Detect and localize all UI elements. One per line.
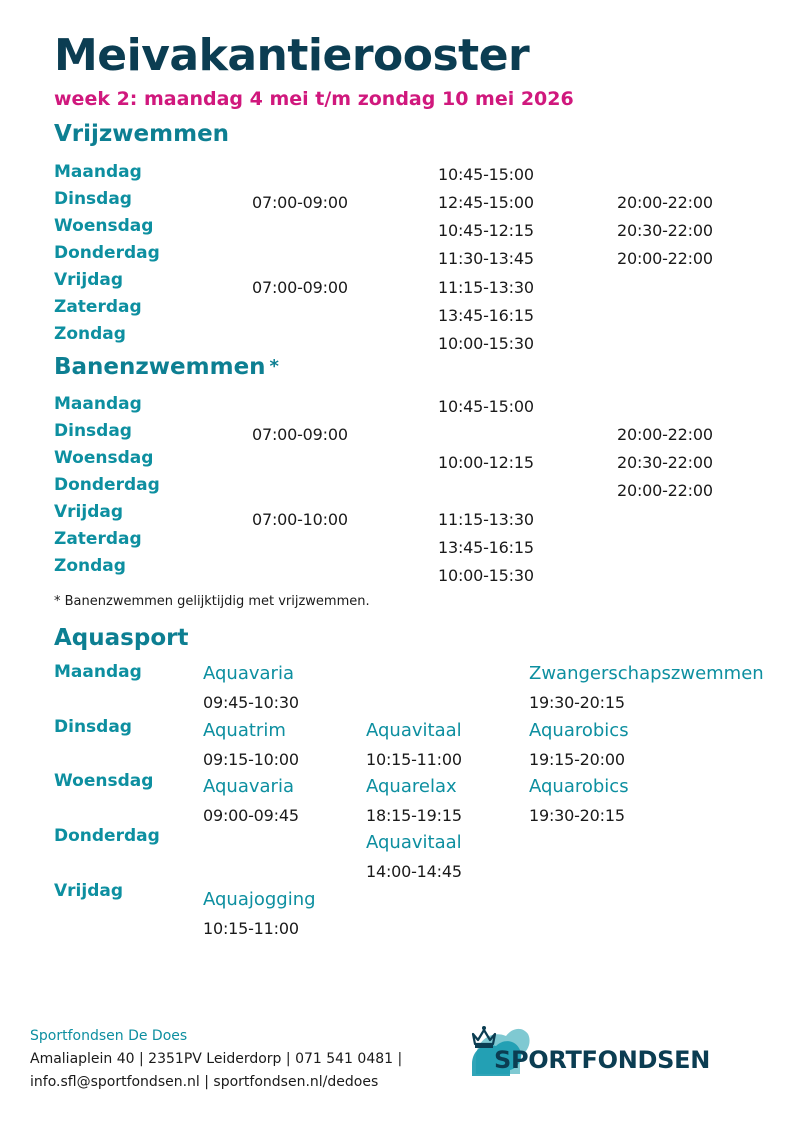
activity-time: 18:15-19:15	[366, 806, 462, 825]
day-label: Vrijdag	[54, 270, 124, 290]
activity-time: 09:45-10:30	[203, 693, 299, 712]
day-label: Dinsdag	[54, 421, 132, 441]
day-label: Dinsdag	[54, 189, 132, 209]
activity-time: 10:15-11:00	[203, 919, 299, 938]
activity-time: 19:30-20:15	[529, 693, 625, 712]
time-slot: 12:45-15:00	[438, 193, 534, 212]
day-label: Zaterdag	[54, 529, 142, 549]
time-slot: 11:15-13:30	[438, 510, 534, 529]
activity-name: Aquavitaal	[366, 720, 462, 741]
day-label: Dinsdag	[54, 717, 132, 737]
time-slot: 11:30-13:45	[438, 249, 534, 268]
time-slot: 07:00-09:00	[252, 425, 348, 444]
activity-time: 09:00-09:45	[203, 806, 299, 825]
time-slot: 20:00-22:00	[617, 249, 713, 268]
day-label: Donderdag	[54, 475, 160, 495]
time-slot: 10:45-15:00	[438, 165, 534, 184]
time-slot: 20:30-22:00	[617, 221, 713, 240]
day-label: Maandag	[54, 162, 142, 182]
activity-name: Aquavaria	[203, 663, 294, 684]
activity-time: 10:15-11:00	[366, 750, 462, 769]
time-slot: 10:00-12:15	[438, 453, 534, 472]
activity-name: Aquarobics	[529, 776, 629, 797]
time-slot: 20:00-22:00	[617, 425, 713, 444]
logo-text: SPORTFONDSEN	[494, 1046, 711, 1074]
time-slot: 13:45-16:15	[438, 306, 534, 325]
day-label: Donderdag	[54, 826, 160, 846]
page-title: Meivakantierooster	[54, 30, 530, 81]
activity-name: Zwangerschapszwemmen	[529, 663, 764, 684]
time-slot: 10:45-15:00	[438, 397, 534, 416]
day-label: Maandag	[54, 662, 142, 682]
crown-icon	[470, 1024, 498, 1050]
day-label: Woensdag	[54, 771, 154, 791]
day-label: Vrijdag	[54, 502, 124, 522]
day-label: Zondag	[54, 556, 126, 576]
time-slot: 10:00-15:30	[438, 334, 534, 353]
sportfondsen-logo	[470, 1024, 745, 1080]
day-label: Woensdag	[54, 216, 154, 236]
time-slot: 13:45-16:15	[438, 538, 534, 557]
time-slot: 20:30-22:00	[617, 453, 713, 472]
activity-name: Aquarobics	[529, 720, 629, 741]
activity-time: 19:30-20:15	[529, 806, 625, 825]
activity-time: 09:15-10:00	[203, 750, 299, 769]
time-slot: 10:00-15:30	[438, 566, 534, 585]
day-label: Donderdag	[54, 243, 160, 263]
footer-address: Amaliaplein 40 | 2351PV Leiderdorp | 071 541 0481 |	[30, 1051, 403, 1067]
time-slot: 07:00-09:00	[252, 193, 348, 212]
footnote: * Banenzwemmen gelijktijdig met vrijzwemmen.	[54, 594, 370, 609]
activity-time: 14:00-14:45	[366, 862, 462, 881]
time-slot: 07:00-09:00	[252, 278, 348, 297]
asterisk-marker: *	[269, 356, 279, 377]
activity-name: Aquatrim	[203, 720, 286, 741]
time-slot: 20:00-22:00	[617, 193, 713, 212]
time-slot: 07:00-10:00	[252, 510, 348, 529]
day-label: Zaterdag	[54, 297, 142, 317]
footer-contact: info.sfl@sportfondsen.nl | sportfondsen.nl/dedoes	[30, 1074, 379, 1090]
time-slot: 20:00-22:00	[617, 481, 713, 500]
activity-name: Aquavaria	[203, 776, 294, 797]
day-label: Zondag	[54, 324, 126, 344]
day-label: Vrijdag	[54, 881, 124, 901]
time-slot: 10:45-12:15	[438, 221, 534, 240]
activity-name: Aquavitaal	[366, 832, 462, 853]
footer-organization: Sportfondsen De Does	[30, 1028, 188, 1044]
activity-name: Aquarelax	[366, 776, 457, 797]
page-subtitle: week 2: maandag 4 mei t/m zondag 10 mei 2026	[54, 88, 574, 110]
activity-name: Aquajogging	[203, 889, 316, 910]
day-label: Maandag	[54, 394, 142, 414]
section-title-vrijzwemmen: Vrijzwemmen	[54, 121, 230, 147]
activity-time: 19:15-20:00	[529, 750, 625, 769]
section-title-banenzwemmen	[54, 354, 279, 380]
section-title-aquasport: Aquasport	[54, 625, 189, 651]
day-label: Woensdag	[54, 448, 154, 468]
section-title-text: Banenzwemmen	[54, 354, 266, 380]
time-slot: 11:15-13:30	[438, 278, 534, 297]
